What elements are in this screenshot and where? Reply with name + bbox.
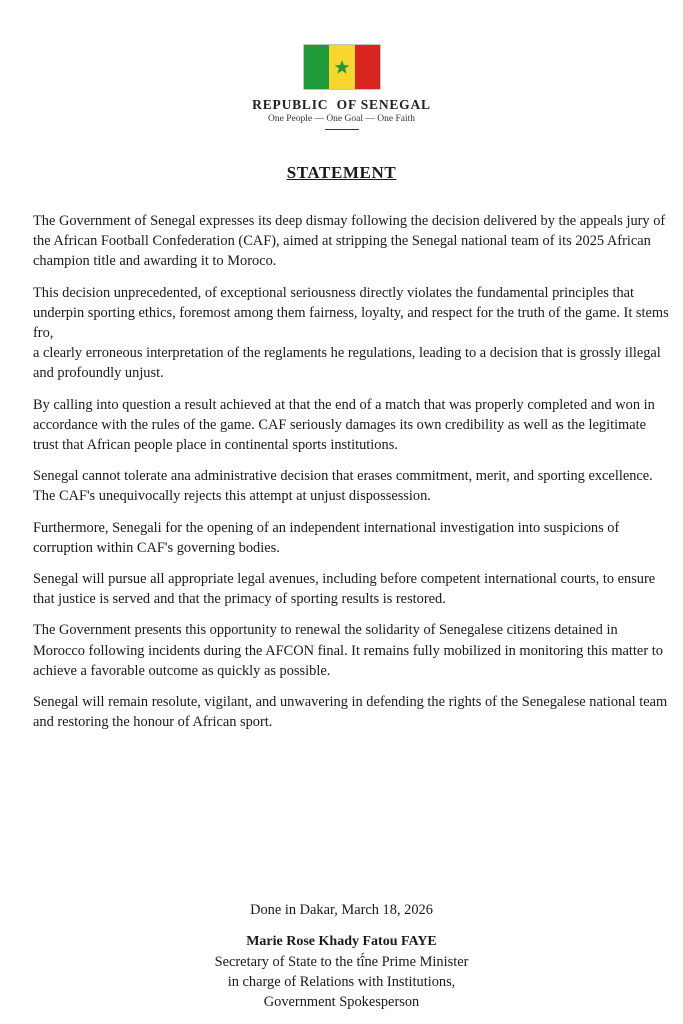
paragraph: This decision unprecedented, of exceptional seriousness directly violates the fundamental principles that underpin sporting ethics, foremost among them fairness, loyalty, and respect for the truth of the game. It stems fro, [33, 284, 669, 342]
statement-title: STATEMENT [286, 163, 397, 182]
paragraph: a clearly erroneous interpretation of the reglaments he regulations, leading to a decision that is grossly illegal and profoundly unjust. [33, 345, 661, 382]
paragraph: Senegal will remain resolute, vigilant, and unwavering in defending the rights of the Senegalese national team and restoring the honour of African sport. [33, 694, 668, 731]
senegal-flag [304, 45, 380, 89]
signer-role: Secretary of State to the tî́ne Prime Minister [214, 954, 469, 970]
paragraph: Senegal cannot tolerate ana administrative decision that erases commitment, merit, and sporting excellence. The CAF's unequivocally rejects this attempt at unjust dispossession. [33, 468, 653, 505]
country-name: REPUBLIC OF SENEGAL [252, 97, 431, 112]
place-date: Done in Dakar, March 18, 2026 [250, 902, 433, 918]
header-divider [325, 129, 359, 130]
paragraph: By calling into question a result achieved at that the end of a match that was properly completed and won in accordance with the rules of the game. CAF seriously damages its own credibility as well as the legitimate trust that African people place in continental sports institutions. [33, 396, 655, 454]
letterhead [0, 97, 683, 130]
flag-band-red [355, 45, 380, 89]
national-motto: One People — One Goal — One Faith [268, 114, 415, 124]
signer-name: Marie Rose Khady Fatou FAYE [246, 934, 437, 949]
paragraph: Furthermore, Senegali for the opening of an independent international investigation into suspicions of corruption within CAF's governing bodies. [33, 519, 620, 556]
signer-role: Government Spokesperson [263, 994, 420, 1010]
signature-block [0, 900, 683, 1012]
paragraph: The Government of Senegal expresses its deep dismay following the decision delivered by the appeals jury of the African Football Confederation (CAF), aimed at stripping the Senegal national team of its 2025 African champion title and awarding it to Moroco. [33, 213, 666, 270]
signer-role: in charge of Relations with Institutions, [227, 974, 456, 990]
statement-body [33, 211, 669, 743]
paragraph: Senegal will pursue all appropriate legal avenues, including before competent international courts, to ensure that justice is served and that the primacy of sporting results is restored. [33, 571, 656, 608]
star-icon [334, 59, 350, 75]
paragraph: The Government presents this opportunity to renewal the solidarity of Senegalese citizens detained in Morocco following incidents during the AFCON final. It remains fully mobilized in monitoring this matter to achieve a favorable outcome as quickly as possible. [33, 622, 663, 679]
flag-band-green [304, 45, 329, 89]
